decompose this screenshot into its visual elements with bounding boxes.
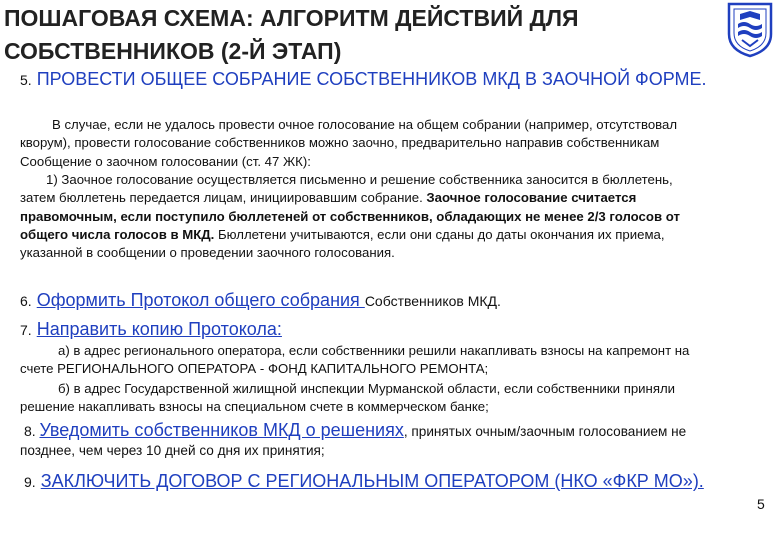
item-a-text: а) в адрес регионального оператора, если собственники решили накапливать взносы на капремонт на счете РЕГИОНАЛЬНОГО ОПЕРАТОРА - ФОНД КАПИТАЛЬНОГО РЕМОНТА; xyxy=(20,343,690,377)
regional-fund-emblem-icon xyxy=(723,0,777,58)
item-b xyxy=(20,380,720,417)
step-6 xyxy=(20,288,720,313)
step-6-heading: Оформить Протокол общего собрания xyxy=(36,290,365,310)
paragraph-absentee-intro-text: В случае, если не удалось провести очное голосование на общем собрании (например, отсутствовал кворум), провести голосование собственников можно заочно, предварительно направив собственникам Сообщение о заочном голосовании (ст. 47 ЖК): xyxy=(20,117,678,169)
absentee-rules-text-b: Бюллетени учитываются, если они сданы до даты окончания их приема, указанной в сообщении о проведении заочного голосования. xyxy=(20,226,665,261)
step-9-number: 9. xyxy=(24,474,36,490)
item-b-text: б) в адрес Государственной жилищной инспекции Мурманской области, если собственники приняли решение накапливать взносы на специальном счете в коммерческом банке; xyxy=(20,381,676,415)
step-5-heading: ПРОВЕСТИ ОБЩЕЕ СОБРАНИЕ СОБСТВЕННИКОВ МКД В ЗАОЧНОЙ ФОРМЕ. xyxy=(36,69,707,89)
step-7-number: 7. xyxy=(20,322,32,338)
step-8-number: 8. xyxy=(24,423,36,439)
step-8-tail: , принятых очным/заочным голосованием не позднее, чем через 10 дней со дня их принятия; xyxy=(20,424,687,458)
step-6-tail: Собственников МКД. xyxy=(364,293,501,309)
step-6-number: 6. xyxy=(20,293,32,309)
step-5-number: 5. xyxy=(20,72,32,88)
step-7-heading: Направить копию Протокола: xyxy=(36,319,282,339)
absentee-rules-text-a: 1) Заочное голосование осуществляется письменно и решение собственника заносится в бюллетень, затем бюллетень передается лицам, инициировавшим собрание. xyxy=(20,172,673,206)
page-number: 5 xyxy=(757,496,765,512)
step-8 xyxy=(20,421,720,460)
step-7 xyxy=(20,317,720,342)
step-5 xyxy=(20,68,720,91)
page-title: ПОШАГОВАЯ СХЕМА: АЛГОРИТМ ДЕЙСТВИЙ ДЛЯ СОБСТВЕННИКОВ (2-Й ЭТАП) xyxy=(4,5,579,64)
paragraph-absentee-rules xyxy=(20,171,710,262)
paragraph-absentee-intro xyxy=(20,116,710,171)
step-9-heading: ЗАКЛЮЧИТЬ ДОГОВОР С РЕГИОНАЛЬНЫМ ОПЕРАТОРОМ (НКО «ФКР МО»). xyxy=(40,471,704,491)
absentee-rules-bold: Заочное голосование считается правомочным, если поступило бюллетеней от собственников, обладающих не менее 2/3 голосов от общего числа голосов в МКД. xyxy=(20,190,680,242)
step-9 xyxy=(20,470,710,493)
item-a xyxy=(20,342,720,379)
step-8-heading: Уведомить собственников МКД о решениях xyxy=(39,420,404,440)
